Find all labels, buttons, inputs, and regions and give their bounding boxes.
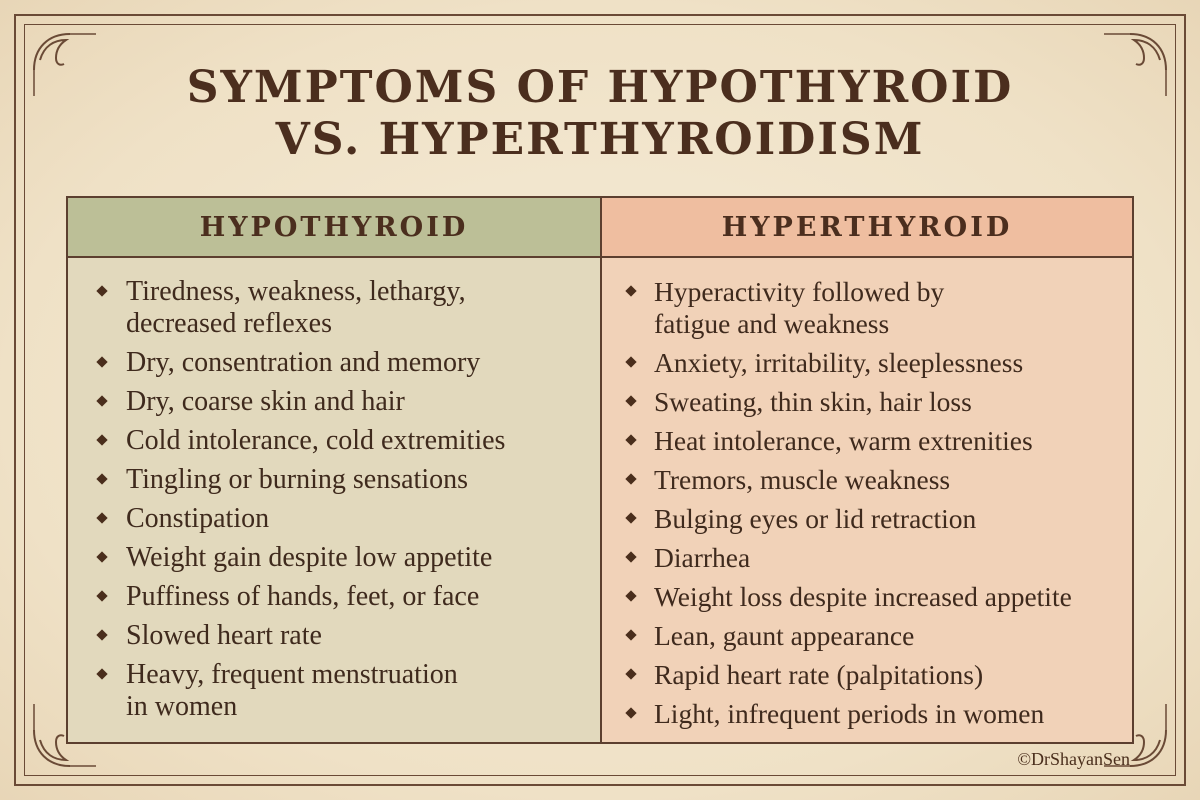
diamond-bullet-icon <box>625 285 636 296</box>
diamond-bullet-icon <box>625 629 636 640</box>
list-item <box>602 347 1132 379</box>
diamond-bullet-icon <box>96 551 107 562</box>
diamond-bullet-icon <box>625 590 636 601</box>
list-item-text: Light, infrequent periods in women <box>654 698 1045 729</box>
diamond-bullet-icon <box>625 395 636 406</box>
list-item <box>68 659 600 723</box>
diamond-bullet-icon <box>625 551 636 562</box>
diamond-bullet-icon <box>96 629 107 640</box>
diamond-bullet-icon <box>96 668 107 679</box>
list-item <box>68 581 600 613</box>
list-item <box>68 347 600 379</box>
diamond-bullet-icon <box>625 473 636 484</box>
list-item-text: Dry, consentration and memory <box>126 347 481 378</box>
list-item <box>602 581 1132 613</box>
list-item <box>602 276 1132 340</box>
list-item <box>602 464 1132 496</box>
list-item-text: Slowed heart rate <box>126 620 322 651</box>
hyperthyroid-symptom-list <box>602 258 1132 730</box>
list-item <box>602 503 1132 535</box>
list-item <box>68 276 600 340</box>
diamond-bullet-icon <box>625 512 636 523</box>
list-item <box>68 425 600 457</box>
list-item-text: in women <box>126 691 238 722</box>
list-item <box>602 620 1132 652</box>
diamond-bullet-icon <box>96 356 107 367</box>
diamond-bullet-icon <box>96 285 107 296</box>
list-item-text: Diarrhea <box>654 542 751 573</box>
list-item-text: Heat intolerance, warm extrenities <box>654 425 1033 456</box>
list-item-text: Lean, gaunt appearance <box>654 620 915 651</box>
list-item <box>602 659 1132 691</box>
diamond-bullet-icon <box>96 395 107 406</box>
hypothyroid-column <box>68 198 602 742</box>
hypothyroid-heading: HYPOTHYROID <box>68 198 600 258</box>
list-item-text: Bulging eyes or lid retraction <box>654 503 977 534</box>
title-line-1: SYMPTOMS OF HYPOTHYROID <box>186 62 1014 113</box>
diamond-bullet-icon <box>625 668 636 679</box>
list-item <box>68 464 600 496</box>
list-item-text: Puffiness of hands, feet, or face <box>126 581 480 612</box>
credit-text: ©DrShayanSen <box>1017 749 1130 769</box>
diamond-bullet-icon <box>96 473 107 484</box>
diamond-bullet-icon <box>625 434 636 445</box>
list-item-text: Hyperactivity followed by <box>654 276 945 307</box>
list-item <box>602 386 1132 418</box>
list-item-text: fatigue and weakness <box>654 308 890 339</box>
list-item-text: Tiredness, weakness, lethargy, <box>126 276 466 307</box>
list-item-text: Anxiety, irritability, sleeplessness <box>654 347 1024 378</box>
list-item <box>68 386 600 418</box>
diamond-bullet-icon <box>625 356 636 367</box>
list-item <box>68 542 600 574</box>
list-item <box>68 503 600 535</box>
list-item <box>602 425 1132 457</box>
list-item-text: decreased reflexes <box>126 308 332 339</box>
diamond-bullet-icon <box>625 707 636 718</box>
list-item <box>68 620 600 652</box>
list-item-text: Dry, coarse skin and hair <box>126 386 405 417</box>
list-item-text: Weight gain despite low appetite <box>126 542 493 573</box>
page-title <box>0 62 1200 166</box>
list-item-text: Weight loss despite increased appetite <box>654 581 1072 612</box>
list-item-text: Tremors, muscle weakness <box>654 464 951 495</box>
diamond-bullet-icon <box>96 590 107 601</box>
title-line-2: VS. HYPERTHYROIDISM <box>275 114 925 165</box>
list-item <box>602 542 1132 574</box>
hypothyroid-symptom-list <box>68 258 600 723</box>
diamond-bullet-icon <box>96 512 107 523</box>
list-item-text: Heavy, frequent menstruation <box>126 659 458 690</box>
hyperthyroid-heading: HYPERTHYROID <box>602 198 1132 258</box>
list-item-text: Tingling or burning sensations <box>126 464 468 495</box>
list-item-text: Cold intolerance, cold extremities <box>126 425 506 456</box>
comparison-table <box>66 196 1134 744</box>
list-item-text: Constipation <box>126 503 270 534</box>
list-item-text: Sweating, thin skin, hair loss <box>654 386 972 417</box>
diamond-bullet-icon <box>96 434 107 445</box>
hyperthyroid-column <box>602 198 1132 742</box>
list-item-text: Rapid heart rate (palpitations) <box>654 659 984 690</box>
list-item <box>602 698 1132 730</box>
